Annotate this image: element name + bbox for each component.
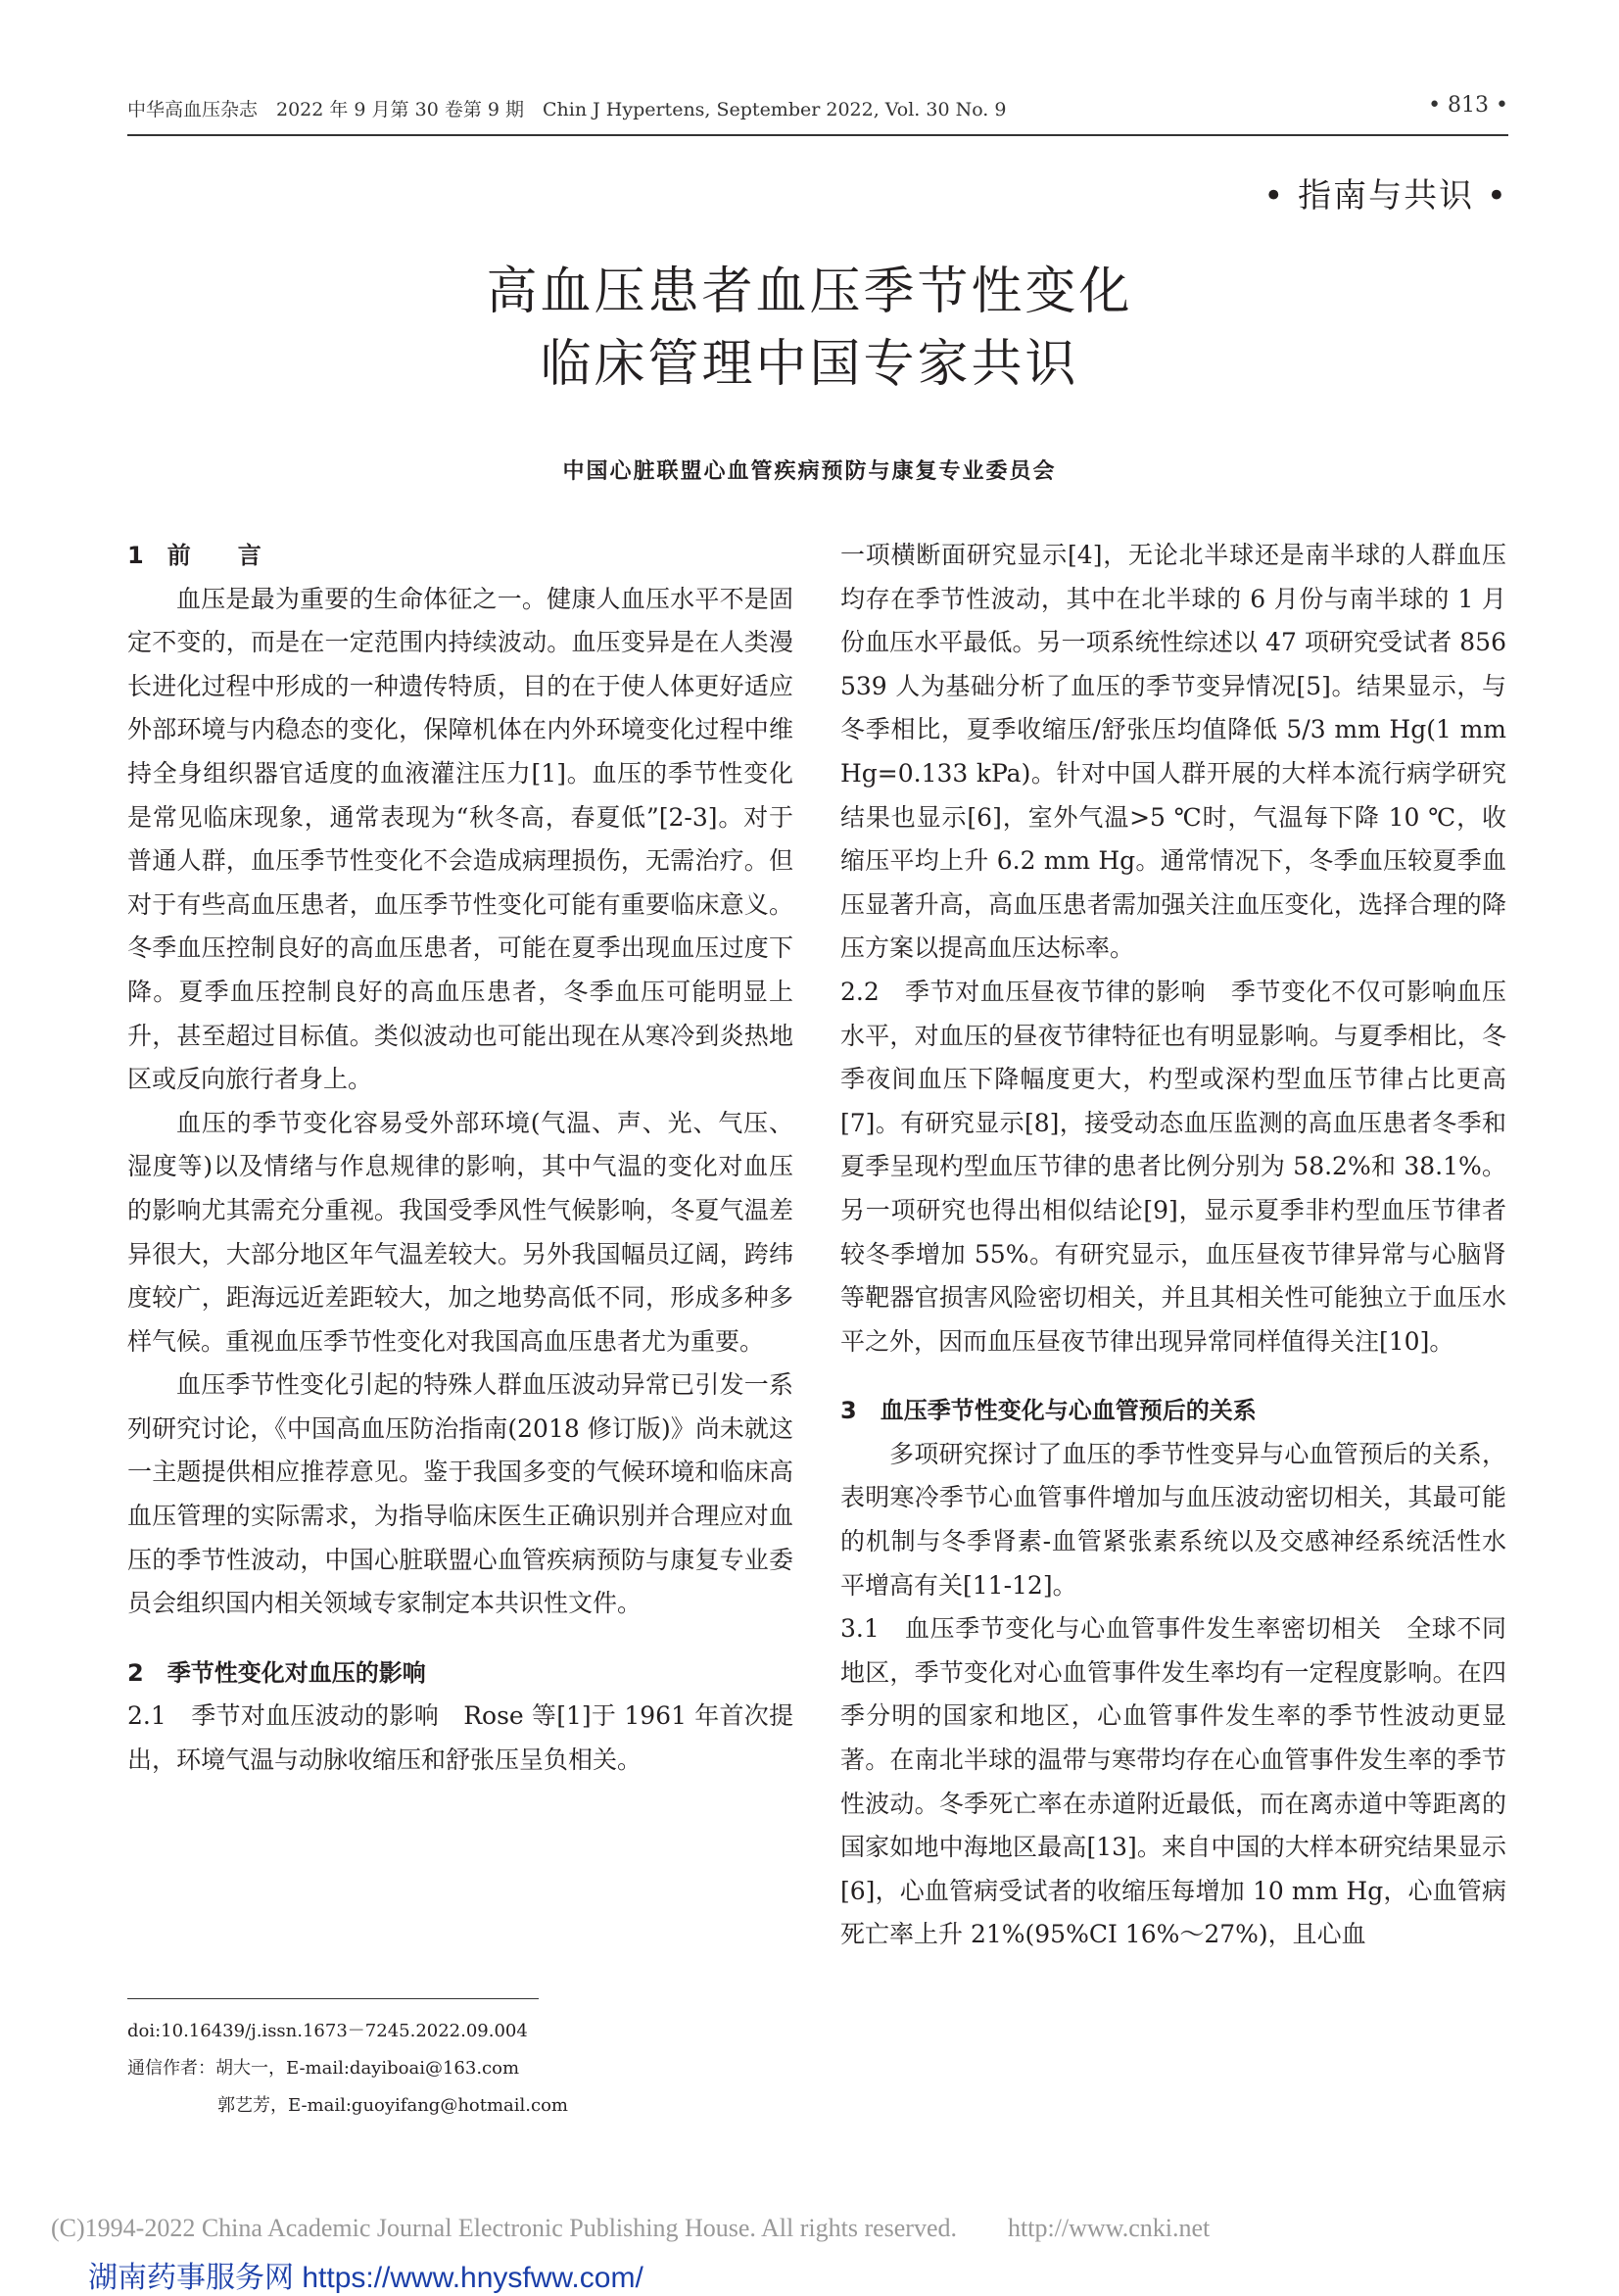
body-paragraph: 2.1 季节对血压波动的影响 Rose 等[1]于 1961 年首次提出，环境气温与动脉收缩压和舒张压呈负相关。 (127, 1701, 793, 1775)
journal-line: 中华高血压杂志 2022 年 9 月第 30 卷第 9 期 Chin J Hypertens, September 2022, Vol. 30 No. 9 (127, 99, 1007, 120)
section-gap (840, 1363, 1506, 1389)
left-column (127, 534, 793, 1783)
corresponding-author-1: 通信作者：胡大一，E-mail:dayiboai@163.com (127, 2058, 520, 2079)
copyright-notice: (C)1994-2022 China Academic Journal Electronic Publishing House. All rights reserved. http://www.cnki.net (51, 2214, 1211, 2242)
journal-header (127, 95, 1508, 121)
title-line-2: 临床管理中国专家共识 (540, 335, 1079, 394)
footnote-rule (127, 1998, 539, 1999)
right-column (840, 534, 1506, 1957)
watermark-link[interactable]: 湖南药事服务网 https://www.hnysfww.com/ (88, 2262, 643, 2294)
body-paragraph: 血压是最为重要的生命体征之一。健康人血压水平不是固定不变的，而是在一定范围内持续波动。血压变异是在人类漫长进化过程中形成的一种遗传特质，目的在于使人体更好适应外部环境与内稳态的变化，保障机体在内外环境变化过程中维持全身组织器官适度的血液灌注压力[1]。血压的季节性变化是常见临床现象，通常表现为“秋冬高，春夏低”[2-3]。对于普通人群，血压季节性变化不会造成病理损伤，无需治疗。但对于有些高血压患者，血压季节性变化可能有重要临床意义。冬季血压控制良好的高血压患者，可能在夏季出现血压过度下降。夏季血压控制良好的高血压患者，冬季血压可能明显上升，甚至超过目标值。类似波动也可能出现在从寒冷到炎热地区或反向旅行者身上。 (127, 584, 793, 1094)
body-paragraph: 血压季节性变化引起的特殊人群血压波动异常已引发一系列研究讨论，《中国高血压防治指南(2018 修订版)》尚未就这一主题提供相应推荐意见。鉴于我国多变的气候环境和临床高血压管理的实际需求，为指导临床医生正确识别并合理应对血压的季节性波动，中国心脏联盟心血管疾病预防与康复专业委员会组织国内相关领域专家制定本共识性文件。 (127, 1370, 793, 1618)
body-paragraph: 多项研究探讨了血压的季节性变异与心血管预后的关系，表明寒冷季节心血管事件增加与血压波动密切相关，其最可能的机制与冬季肾素-血管紧张素系统以及交感神经系统活性水平增高有关[11-12]。 (840, 1439, 1506, 1600)
page-number: • 813 • (1428, 93, 1508, 118)
doi: doi:10.16439/j.issn.1673－7245.2022.09.004 (127, 2021, 528, 2041)
body-paragraph: 一项横断面研究显示[4]，无论北半球还是南半球的人群血压均存在季节性波动，其中在北半球的 6 月份与南半球的 1 月份血压水平最低。另一项系统性综述以 47 项研究受试者 856 539 人为基础分析了血压的季节变异情况[5]。结果显示，与冬季相比，夏季收缩压/舒张压均值降低 5/3 mm Hg(1 mm Hg=0.133 kPa)。针对中国人群开展的大样本流行病学研究结果也显示[6]，室外气温>5 ℃时，气温每下降 10 ℃，收缩压平均上升 6.2 mm Hg。通常情况下，冬季血压较夏季血压显著升高，高血压患者需加强关注血压变化，选择合理的降压方案以提高血压达标率。 (840, 541, 1506, 963)
corresponding-author-2: 郭艺芳，E-mail:guoyifang@hotmail.com (217, 2095, 569, 2116)
section-gap (127, 1626, 793, 1651)
section-heading: 3 血压季节性变化与心血管预后的关系 (840, 1397, 1257, 1425)
section-heading: 1 前 言 (127, 542, 262, 569)
footnotes (127, 2013, 793, 2125)
title-line-1: 高血压患者血压季节性变化 (486, 263, 1133, 321)
body-paragraph: 2.2 季节对血压昼夜节律的影响 季节变化不仅可影响血压水平，对血压的昼夜节律特征也有明显影响。与夏季相比，冬季夜间血压下降幅度更大，杓型或深杓型血压节律占比更高[7]。有研究显示[8]，接受动态血压监测的高血压患者冬季和夏季呈现杓型血压节律的患者比例分别为 58.2%和 38.1%。另一项研究也得出相似结论[9]，显示夏季非杓型血压节律者较冬季增加 55%。有研究显示，血压昼夜节律异常与心脑肾等靶器官损害风险密切相关，并且其相关性可能独立于血压水平之外，因而血压昼夜节律出现异常同样值得关注[10]。 (840, 977, 1506, 1356)
section-tag: • 指南与共识 • (1263, 176, 1508, 215)
section-heading: 2 季节性变化对血压的影响 (127, 1658, 426, 1687)
author-organization: 中国心脏联盟心血管疾病预防与康复专业委员会 (562, 458, 1057, 484)
header-rule (127, 134, 1508, 136)
body-paragraph: 3.1 血压季节变化与心血管事件发生率密切相关 全球不同地区，季节变化对心血管事件发生率均有一定程度影响。在四季分明的国家和地区，心血管事件发生率的季节性波动更显著。在南北半球的温带与寒带均存在心血管事件发生率的季节性波动。冬季死亡率在赤道附近最低，而在离赤道中等距离的国家如地中海地区最高[13]。来自中国的大样本研究结果显示[6]，心血管病受试者的收缩压每增加 10 mm Hg，心血管病死亡率上升 21%(95%CI 16%～27%)，且心血 (840, 1614, 1506, 1949)
body-paragraph: 血压的季节变化容易受外部环境(气温、声、光、气压、湿度等)以及情绪与作息规律的影响，其中气温的变化对血压的影响尤其需充分重视。我国受季风性气候影响，冬夏气温差异很大，大部分地区年气温差较大。另外我国幅员辽阔，跨纬度较广，距海远近差距较大，加之地势高低不同，形成多种多样气候。重视血压季节性变化对我国高血压患者尤为重要。 (127, 1108, 793, 1356)
